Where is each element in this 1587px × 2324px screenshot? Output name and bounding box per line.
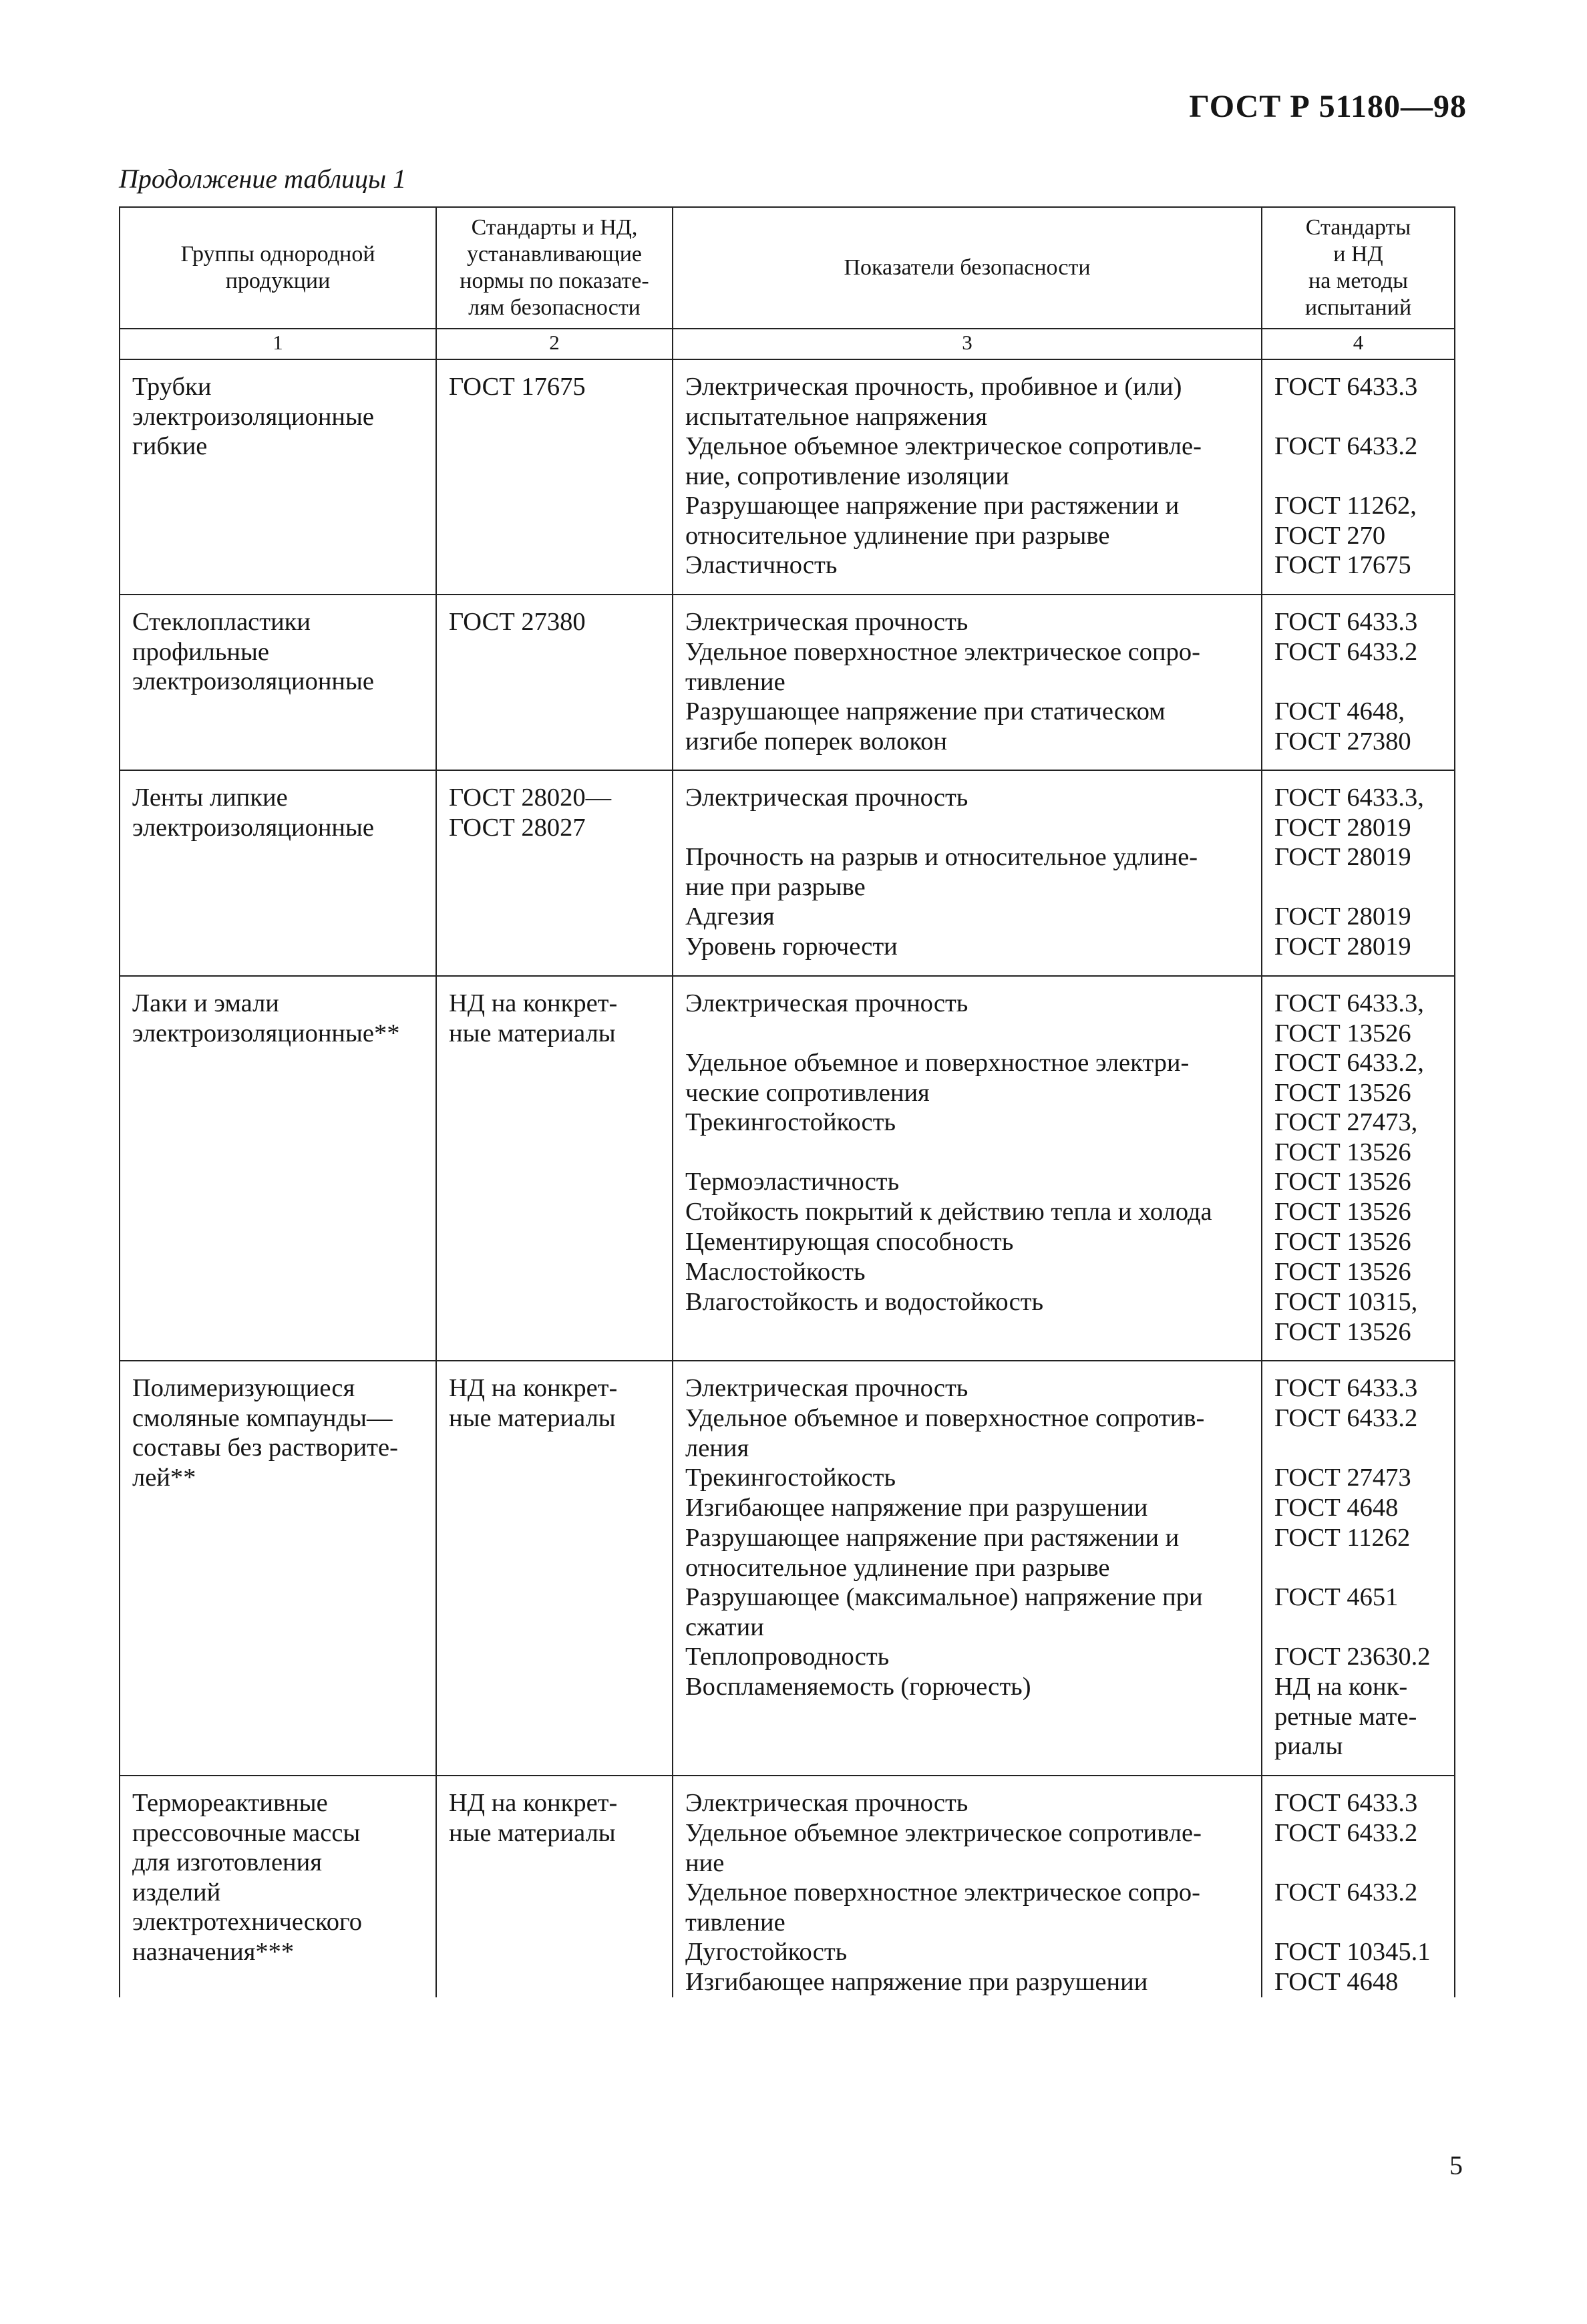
table-header-row — [120, 207, 1455, 329]
product-group-row — [120, 359, 1455, 595]
safety-indicator: Трекингостойкость — [685, 1464, 896, 1492]
product-group-name: Лаки и эмали электроизоляционные** — [120, 976, 436, 1361]
test-method-standard: ГОСТ 13526 — [1274, 1228, 1411, 1256]
safety-indicator: Термоэластичность — [685, 1168, 900, 1196]
test-method-standard: НД на конк- ретные мате- риалы — [1274, 1673, 1417, 1760]
test-method-standard: ГОСТ 28019 — [1274, 843, 1411, 871]
test-method-standard: ГОСТ 13526 — [1274, 1258, 1411, 1286]
test-methods-cell — [1262, 1776, 1455, 1997]
safety-indicators-cell — [673, 359, 1262, 595]
test-method-standard: ГОСТ 23630.2 — [1274, 1643, 1431, 1671]
test-method-standard: ГОСТ 10315, ГОСТ 13526 — [1274, 1288, 1418, 1346]
header-test-method-standards: Стандарты и НД на методы испытаний — [1262, 207, 1455, 329]
test-method-standard: ГОСТ 6433.3 — [1274, 1789, 1418, 1817]
test-method-standard: ГОСТ 4651 — [1274, 1583, 1399, 1611]
test-method-standard: ГОСТ 6433.2 — [1274, 638, 1418, 666]
test-method-standard: ГОСТ 6433.3 — [1274, 1374, 1418, 1402]
header-product-groups: Группы однородной продукции — [120, 207, 436, 329]
safety-indicator: Электрическая прочность — [685, 1789, 968, 1817]
test-method-standard: ГОСТ 17675 — [1274, 551, 1411, 579]
safety-indicator: Теплопроводность — [685, 1643, 890, 1671]
safety-indicator: Влагостойкость и водостойкость — [685, 1288, 1044, 1316]
header-norm-standards: Стандарты и НД, устанавливающие нормы по показате- лям безопасности — [436, 207, 673, 329]
test-method-standard: ГОСТ 27473, ГОСТ 13526 — [1274, 1108, 1418, 1166]
safety-indicator: Разрушающее напряжение при статическом изгибе поперек волокон — [685, 697, 1166, 756]
safety-indicator: Электрическая прочность — [685, 1374, 968, 1402]
page-number: 5 — [1449, 2150, 1463, 2180]
product-group-name: Стеклопластики профильные электроизоляционные — [120, 595, 436, 770]
test-method-standard: ГОСТ 13526 — [1274, 1198, 1411, 1226]
safety-indicator: Электрическая прочность — [685, 989, 968, 1017]
norm-standard: ГОСТ 28020— ГОСТ 28027 — [436, 770, 673, 976]
safety-indicator: Удельное поверхностное электрическое сопро- тивление — [685, 1878, 1200, 1937]
test-method-standard: ГОСТ 28019 — [1274, 902, 1411, 931]
test-method-standard: ГОСТ 6433.2 — [1274, 1819, 1418, 1847]
safety-indicators-cell — [673, 976, 1262, 1361]
test-methods-cell — [1262, 976, 1455, 1361]
safety-indicator: Разрушающее (максимальное) напряжение при сжатии — [685, 1583, 1203, 1641]
safety-indicator: Цементирующая способность — [685, 1228, 1014, 1256]
table-continuation-caption: Продолжение таблицы 1 — [119, 164, 407, 194]
safety-indicator: Удельное объемное электрическое сопротивле- ние — [685, 1819, 1202, 1877]
test-method-standard: ГОСТ 6433.3, ГОСТ 28019 — [1274, 784, 1424, 842]
safety-indicator: Электрическая прочность — [685, 784, 968, 812]
safety-indicator: Дугостойкость — [685, 1938, 848, 1966]
header-safety-indicators: Показатели безопасности — [673, 207, 1262, 329]
test-method-standard: ГОСТ 11262, ГОСТ 270 — [1274, 492, 1417, 550]
norm-standard: НД на конкрет- ные материалы — [436, 976, 673, 1361]
product-group-name: Полимеризующиеся смоляные компаунды— составы без растворите- лей** — [120, 1361, 436, 1776]
product-group-name: Термореактивные прессовочные массы для изготовления изделий электротехнического назначения*** — [120, 1776, 436, 1997]
product-group-row — [120, 770, 1455, 976]
column-number: 1 — [120, 329, 436, 359]
safety-indicator: Разрушающее напряжение при растяжении и относительное удлинение при разрыве — [685, 1524, 1180, 1582]
safety-indicator: Изгибающее напряжение при разрушении — [685, 1968, 1148, 1996]
test-methods-cell — [1262, 595, 1455, 770]
safety-indicator: Адгезия — [685, 902, 775, 931]
test-method-standard: ГОСТ 6433.3 — [1274, 608, 1418, 636]
column-number-row — [120, 329, 1455, 359]
norm-standard: ГОСТ 17675 — [436, 359, 673, 595]
safety-indicator: Воспламеняемость (горючесть) — [685, 1673, 1031, 1701]
product-group-name: Ленты липкие электроизоляционные — [120, 770, 436, 976]
safety-indicator: Эластичность — [685, 551, 838, 579]
safety-indicator: Маслостойкость — [685, 1258, 866, 1286]
safety-indicator: Удельное объемное и поверхностное электри- ческие сопротивления — [685, 1049, 1190, 1107]
safety-indicator: Изгибающее напряжение при разрушении — [685, 1494, 1148, 1522]
test-method-standard: ГОСТ 27473 — [1274, 1464, 1411, 1492]
column-number: 3 — [673, 329, 1262, 359]
test-methods-cell — [1262, 359, 1455, 595]
safety-indicator: Электрическая прочность — [685, 608, 968, 636]
safety-indicators-cell — [673, 595, 1262, 770]
test-method-standard: ГОСТ 6433.3, ГОСТ 13526 — [1274, 989, 1424, 1047]
test-methods-cell — [1262, 770, 1455, 976]
test-method-standard: ГОСТ 4648 — [1274, 1968, 1399, 1996]
product-group-name: Трубки электроизоляционные гибкие — [120, 359, 436, 595]
test-method-standard: ГОСТ 6433.2 — [1274, 432, 1418, 460]
test-method-standard: ГОСТ 13526 — [1274, 1168, 1411, 1196]
test-method-standard: ГОСТ 6433.3 — [1274, 373, 1418, 401]
safety-indicator: Удельное объемное электрическое сопротивле- ние, сопротивление изоляции — [685, 432, 1202, 490]
safety-indicators-cell — [673, 770, 1262, 976]
product-group-row — [120, 1361, 1455, 1776]
column-number: 2 — [436, 329, 673, 359]
safety-indicators-cell — [673, 1361, 1262, 1776]
test-method-standard: ГОСТ 4648, ГОСТ 27380 — [1274, 697, 1411, 756]
safety-indicators-table — [119, 206, 1455, 1997]
test-methods-cell — [1262, 1361, 1455, 1776]
norm-standard: НД на конкрет- ные материалы — [436, 1361, 673, 1776]
safety-indicator: Трекингостойкость — [685, 1108, 896, 1136]
test-method-standard: ГОСТ 28019 — [1274, 933, 1411, 961]
safety-indicator: Удельное поверхностное электрическое сопро- тивление — [685, 638, 1200, 696]
product-group-row — [120, 595, 1455, 770]
safety-indicator: Стойкость покрытий к действию тепла и холода — [685, 1198, 1212, 1226]
test-method-standard: ГОСТ 11262 — [1274, 1524, 1411, 1552]
safety-indicator: Прочность на разрыв и относительное удлине- ние при разрыве — [685, 843, 1198, 901]
norm-standard: ГОСТ 27380 — [436, 595, 673, 770]
product-group-row — [120, 1776, 1455, 1997]
test-method-standard: ГОСТ 4648 — [1274, 1494, 1399, 1522]
safety-indicator: Уровень горючести — [685, 933, 898, 961]
safety-indicator: Разрушающее напряжение при растяжении и относительное удлинение при разрыве — [685, 492, 1180, 550]
safety-indicator: Удельное объемное и поверхностное сопротив- ления — [685, 1404, 1205, 1462]
column-number: 4 — [1262, 329, 1455, 359]
safety-indicators-cell — [673, 1776, 1262, 1997]
product-group-row — [120, 976, 1455, 1361]
test-method-standard: ГОСТ 6433.2 — [1274, 1878, 1418, 1906]
safety-indicator: Электрическая прочность, пробивное и (или) испытательное напряжения — [685, 373, 1182, 431]
test-method-standard: ГОСТ 10345.1 — [1274, 1938, 1431, 1966]
norm-standard: НД на конкрет- ные материалы — [436, 1776, 673, 1997]
document-standard-number: ГОСТ Р 51180—98 — [1189, 89, 1467, 124]
test-method-standard: ГОСТ 6433.2, ГОСТ 13526 — [1274, 1049, 1424, 1107]
test-method-standard: ГОСТ 6433.2 — [1274, 1404, 1418, 1432]
